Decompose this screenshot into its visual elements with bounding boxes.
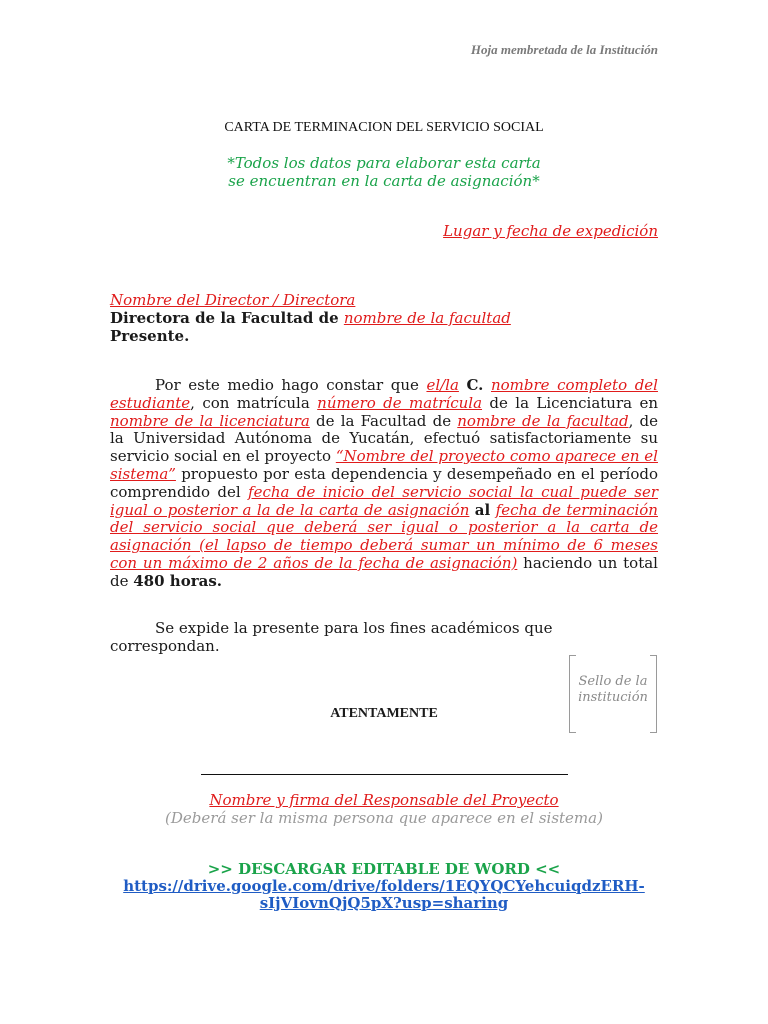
addressee-block <box>110 291 511 345</box>
place-date-placeholder: Lugar y fecha de expedición <box>443 222 658 240</box>
body-paragraph <box>110 377 658 591</box>
body-text <box>459 376 467 394</box>
date-connector: al <box>474 500 491 519</box>
sign-off: ATENTAMENTE <box>330 706 438 721</box>
instructions-line-1: *Todos los datos para elaborar esta carta <box>227 154 541 172</box>
faculty-placeholder: nombre de la facultad <box>343 309 511 327</box>
download-link-line-2[interactable]: sIjVIovnQjQ5pX?usp=sharing <box>259 894 509 912</box>
download-link[interactable] <box>0 878 768 912</box>
end-date-placeholder: fecha de terminación del servicio social que deberá ser igual o posterior a la carta de asignación (el lapso de tiempo deberá sumar un mínimo de 6 meses con un máximo de 2 años de la fecha de asignación) <box>110 500 658 572</box>
faculty-placeholder: nombre de la facultad <box>457 411 629 430</box>
letterhead-note: Hoja membretada de la Institución <box>470 42 658 57</box>
instructions-line-2: se encuentran en la carta de asignación* <box>228 172 540 190</box>
download-link-line-1[interactable]: https://drive.google.com/drive/folders/1EQYQCYehcuiqdzERH- <box>123 877 645 895</box>
body-text: de la Facultad de <box>309 411 458 430</box>
greeting: Presente. <box>110 327 190 345</box>
closing-sentence: Se expide la presente para los fines académicos que correspondan. <box>110 619 553 655</box>
project-name-placeholder: “Nombre del proyecto como aparece en el sistema” <box>110 447 658 483</box>
signature-line <box>201 774 568 775</box>
body-text: , de la Universidad Autónoma de Yucatán, efectuó satisfactoriamente su servicio social en el proyecto <box>110 411 659 466</box>
student-name-placeholder: nombre completo del estudiante <box>110 376 658 412</box>
signature-note: (Deberá ser la misma persona que aparece en el sistema) <box>165 809 603 827</box>
download-label: >> DESCARGAR EDITABLE DE WORD << <box>207 860 561 878</box>
body-text <box>483 376 491 394</box>
seal-line-2: institución <box>578 690 648 705</box>
body-text: propuesto por esta dependencia y desempeñado en el período comprendido del <box>110 464 658 501</box>
gender-placeholder: el/la <box>426 376 459 394</box>
total-hours: 480 horas. <box>133 571 222 590</box>
start-date-placeholder: fecha de inicio del servicio social la cual puede ser igual o posterior a la de la carta de asignación <box>110 482 658 519</box>
body-text: haciendo un total de <box>110 553 658 590</box>
document-title: CARTA DE TERMINACION DEL SERVICIO SOCIAL <box>224 120 544 135</box>
seal-text <box>569 674 657 706</box>
seal-line-1: Sello de la <box>578 674 648 689</box>
student-id-placeholder: número de matrícula <box>317 393 483 412</box>
director-role-prefix: Directora de la Facultad de <box>110 309 344 327</box>
director-name-placeholder: Nombre del Director / Directora <box>110 291 356 309</box>
body-text: , con matrícula <box>190 393 318 412</box>
body-text: de la Licenciatura en <box>482 393 658 412</box>
signature-name-placeholder: Nombre y firma del Responsable del Proyecto <box>209 791 559 809</box>
instructions-note <box>0 154 768 190</box>
body-text: Por este medio hago constar que <box>155 376 427 394</box>
director-role <box>110 309 511 327</box>
degree-placeholder: nombre de la licenciatura <box>110 411 310 430</box>
citizen-abbrev: C. <box>466 376 484 394</box>
